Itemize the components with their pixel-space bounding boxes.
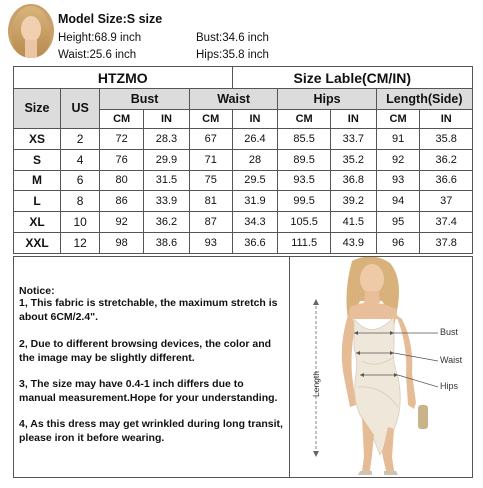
unit-in: IN (330, 109, 376, 128)
row-length-cm: 93 (376, 170, 420, 191)
brand-name: HTZMO (14, 67, 233, 89)
row-length-in: 35.8 (420, 128, 473, 149)
row-us: 12 (60, 233, 99, 254)
row-length-in: 36.2 (420, 149, 473, 170)
header-length: Length(Side) (376, 89, 472, 110)
row-waist-in: 31.9 (232, 191, 278, 212)
notice-item: 1, This fabric is stretchable, the maximum stretch is about 6CM/2.4". (19, 297, 278, 323)
notice-title: Notice: (19, 285, 55, 297)
row-waist-cm: 75 (189, 170, 232, 191)
waist-label: Waist (440, 355, 463, 365)
row-size: S (14, 149, 61, 170)
header-size: Size (14, 89, 61, 129)
model-bust: Bust:34.6 inch (196, 32, 269, 44)
row-bust-in: 36.2 (144, 212, 190, 233)
row-hips-in: 33.7 (330, 128, 376, 149)
row-bust-cm: 98 (100, 233, 144, 254)
model-photo-diagram (290, 256, 473, 478)
notice-item: 2, Due to different browsing devices, the color and the image may be slightly different. (19, 338, 272, 364)
row-waist-in: 36.6 (232, 233, 278, 254)
header-waist: Waist (189, 89, 278, 110)
row-size: M (14, 170, 61, 191)
row-us: 10 (60, 212, 99, 233)
row-length-cm: 94 (376, 191, 420, 212)
header-bust: Bust (100, 89, 190, 110)
row-hips-cm: 105.5 (278, 212, 330, 233)
notice-item: 3, The size may have 0.4-1 inch differs due to manual measurement.Hope for your understanding. (19, 378, 278, 404)
row-size: XS (14, 128, 61, 149)
row-length-in: 37.8 (420, 233, 473, 254)
row-length-cm: 91 (376, 128, 420, 149)
row-length-cm: 96 (376, 233, 420, 254)
row-bust-cm: 92 (100, 212, 144, 233)
row-hips-in: 41.5 (330, 212, 376, 233)
model-waist: Waist:25.6 inch (58, 49, 137, 61)
unit-cm: CM (189, 109, 232, 128)
row-us: 4 (60, 149, 99, 170)
row-hips-cm: 85.5 (278, 128, 330, 149)
dress-illustration (290, 257, 473, 478)
row-waist-in: 34.3 (232, 212, 278, 233)
length-label: Length (311, 371, 321, 397)
row-hips-cm: 89.5 (278, 149, 330, 170)
row-length-in: 37 (420, 191, 473, 212)
table-row (14, 212, 473, 233)
row-bust-in: 38.6 (144, 233, 190, 254)
row-waist-in: 28 (232, 149, 278, 170)
model-height: Height:68.9 inch (58, 32, 142, 44)
row-bust-in: 33.9 (144, 191, 190, 212)
bust-label: Bust (440, 327, 459, 337)
row-us: 8 (60, 191, 99, 212)
row-bust-in: 28.3 (144, 128, 190, 149)
unit-in: IN (232, 109, 278, 128)
row-waist-cm: 87 (189, 212, 232, 233)
row-waist-cm: 71 (189, 149, 232, 170)
table-row (14, 170, 473, 191)
hips-label: Hips (440, 381, 459, 391)
row-size: L (14, 191, 61, 212)
row-us: 6 (60, 170, 99, 191)
table-row (14, 233, 473, 254)
table-row (14, 149, 473, 170)
header-hips: Hips (278, 89, 376, 110)
row-hips-in: 43.9 (330, 233, 376, 254)
row-bust-cm: 80 (100, 170, 144, 191)
row-length-in: 36.6 (420, 170, 473, 191)
row-hips-cm: 93.5 (278, 170, 330, 191)
row-bust-in: 31.5 (144, 170, 190, 191)
row-hips-cm: 99.5 (278, 191, 330, 212)
row-waist-in: 26.4 (232, 128, 278, 149)
row-waist-cm: 93 (189, 233, 232, 254)
size-label-title: Size Lable(CM/IN) (232, 67, 472, 89)
size-chart-table (13, 66, 473, 254)
row-bust-cm: 76 (100, 149, 144, 170)
row-waist-cm: 81 (189, 191, 232, 212)
row-size: XL (14, 212, 61, 233)
model-avatar (8, 4, 54, 58)
row-hips-in: 36.8 (330, 170, 376, 191)
row-bust-cm: 86 (100, 191, 144, 212)
unit-in: IN (420, 109, 473, 128)
model-hips: Hips:35.8 inch (196, 49, 269, 61)
row-hips-cm: 111.5 (278, 233, 330, 254)
unit-cm: CM (376, 109, 420, 128)
unit-in: IN (144, 109, 190, 128)
row-hips-in: 39.2 (330, 191, 376, 212)
table-brand-row (14, 67, 473, 89)
row-bust-in: 29.9 (144, 149, 190, 170)
table-header-row (14, 89, 473, 110)
row-size: XXL (14, 233, 61, 254)
model-size-title: Model Size:S size (58, 12, 163, 26)
row-length-in: 37.4 (420, 212, 473, 233)
header-us: US (60, 89, 99, 129)
row-length-cm: 92 (376, 149, 420, 170)
table-row (14, 128, 473, 149)
unit-cm: CM (100, 109, 144, 128)
notice-box (13, 256, 290, 478)
row-length-cm: 95 (376, 212, 420, 233)
notice-item: 4, As this dress may get wrinkled during long transit, please iron it before wearing. (19, 418, 283, 444)
row-hips-in: 35.2 (330, 149, 376, 170)
model-info-header (0, 0, 483, 62)
row-waist-in: 29.5 (232, 170, 278, 191)
row-us: 2 (60, 128, 99, 149)
unit-cm: CM (278, 109, 330, 128)
row-bust-cm: 72 (100, 128, 144, 149)
row-waist-cm: 67 (189, 128, 232, 149)
table-row (14, 191, 473, 212)
